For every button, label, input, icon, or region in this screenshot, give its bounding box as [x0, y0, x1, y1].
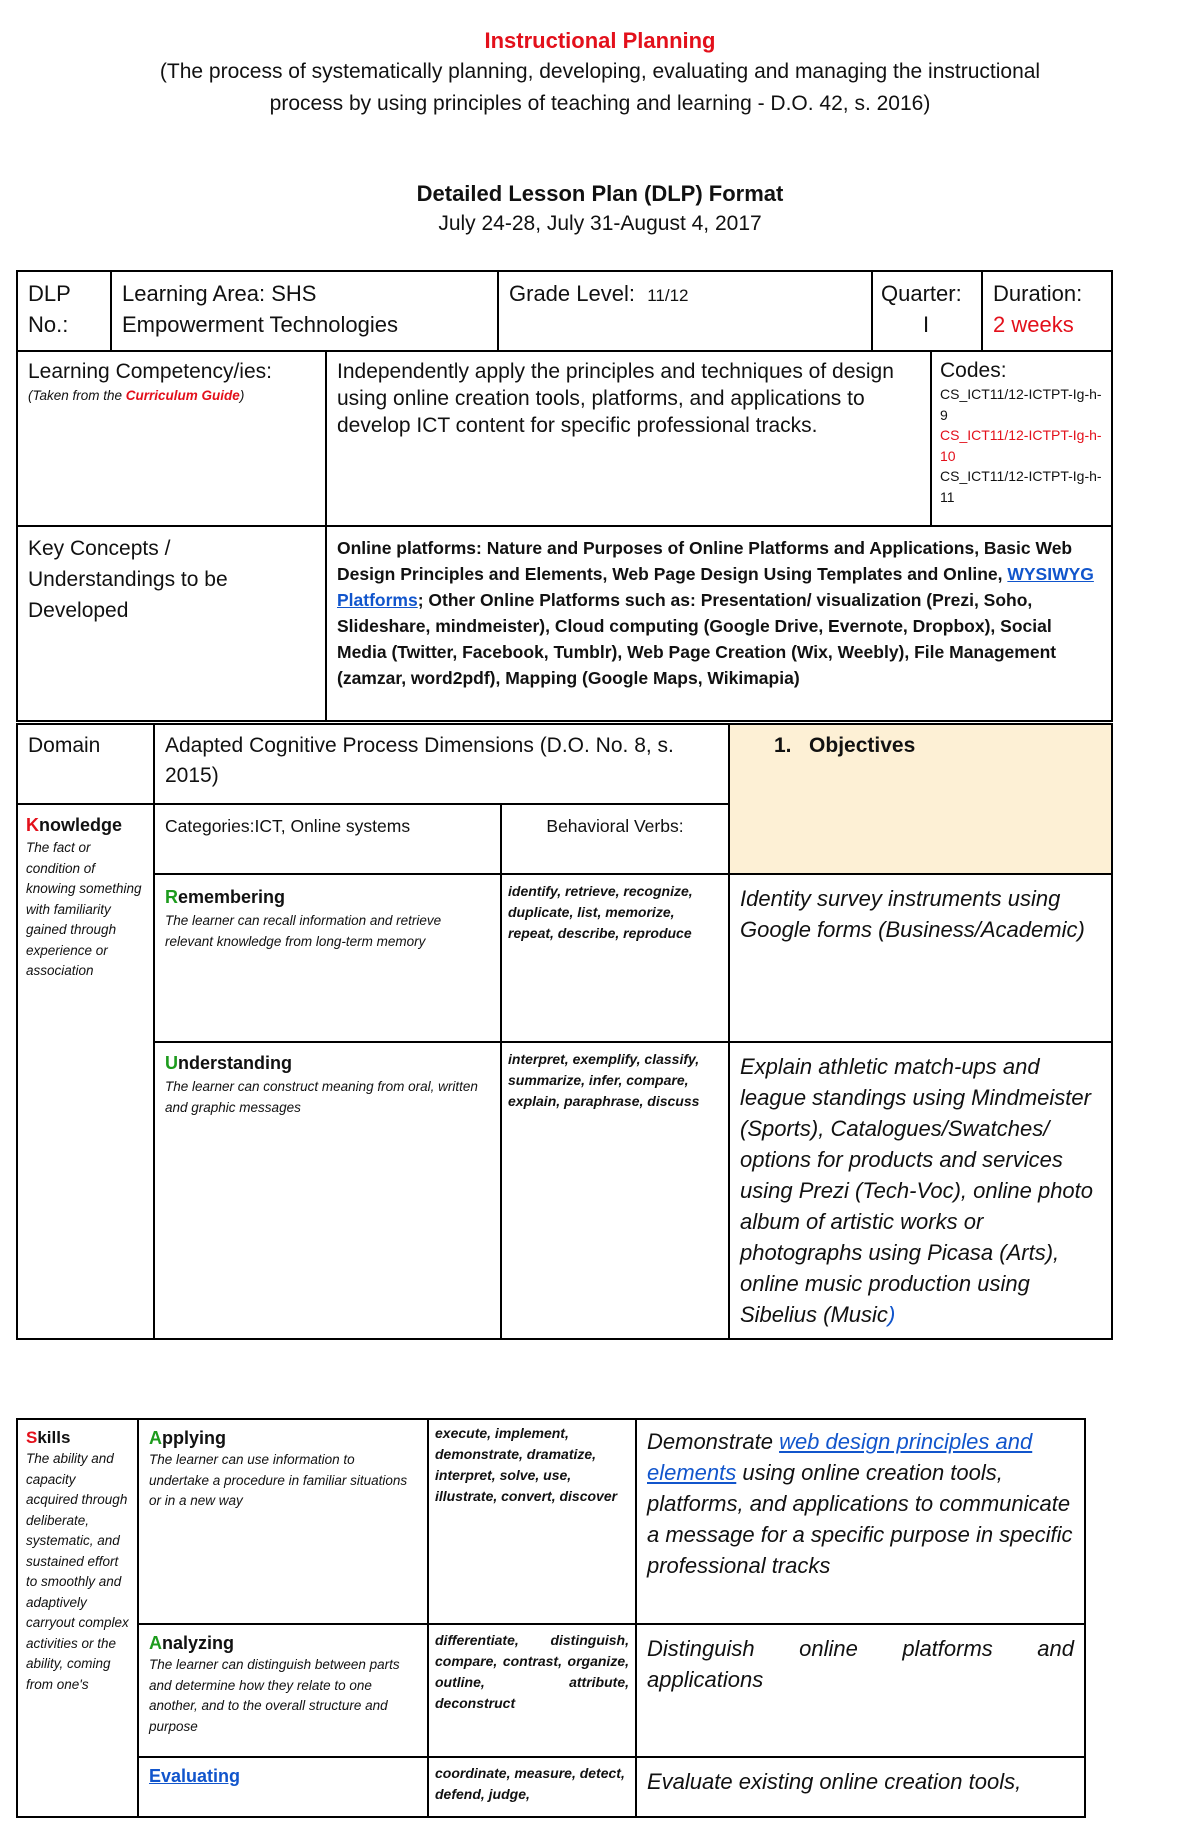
grade-level-label: Grade Level: — [509, 281, 635, 306]
knowledge-desc: The fact or condition of knowing something with familiarity gained through experience or association — [26, 840, 142, 978]
codes-cell — [931, 351, 1112, 526]
analyzing-cell — [138, 1624, 428, 1757]
domain-table — [16, 723, 1111, 1340]
applying-initial: A — [149, 1428, 162, 1448]
skills-domain-cell — [17, 1419, 138, 1817]
duration-cell — [982, 271, 1112, 351]
learning-area-label: Learning Area: SHS — [122, 281, 317, 306]
quarter-cell — [872, 271, 982, 351]
skills-table — [16, 1418, 1084, 1818]
key-concepts-label: Key Concepts / Understandings to be Developed — [17, 526, 326, 721]
applying-desc: The learner can use information to undertake a procedure in familiar situations or in a new way — [149, 1452, 408, 1508]
grade-level-cell — [498, 271, 872, 351]
analyzing-initial: A — [149, 1633, 162, 1653]
knowledge-label: nowledge — [39, 815, 123, 835]
analyzing-objective: Distinguish online platforms and applications — [636, 1624, 1085, 1757]
key-concepts-text — [326, 526, 1112, 721]
grade-level-value: 11/12 — [647, 286, 689, 305]
understanding-objective — [729, 1042, 1112, 1339]
analyzing-label: nalyzing — [162, 1633, 235, 1653]
objectives-label: Objectives — [809, 734, 916, 757]
knowledge-initial: K — [26, 815, 39, 835]
curriculum-guide-label: Curriculum Guide — [125, 388, 240, 403]
domain-grid — [16, 723, 1113, 1340]
quarter-label: Quarter: — [881, 281, 962, 306]
skills-grid — [16, 1418, 1086, 1818]
remembering-verbs: identify, retrieve, recognize, duplicate, list, memorize, repeat, describe, reproduce — [501, 874, 729, 1042]
understanding-verbs: interpret, exemplify, classify, summarize, infer, compare, explain, paraphrase, discuss — [501, 1042, 729, 1339]
objectives-number: 1. — [774, 734, 792, 757]
domain-header: Domain — [17, 724, 154, 804]
format-title: Detailed Lesson Plan (DLP) Format — [416, 181, 784, 206]
key-concepts-part1: Online platforms: Nature and Purposes of Online Platforms and Applications, Basic Web Design Principles and Elements, Web Page Design Using Templates and Online, — [337, 538, 1073, 584]
dlp-number-cell — [17, 271, 111, 351]
dlp-row-info — [16, 270, 1113, 352]
skills-label: kills — [37, 1428, 71, 1447]
analyzing-verbs: differentiate, distinguish, compare, contrast, organize, outline, attribute, deconstruct — [428, 1624, 636, 1757]
competency-text: Independently apply the principles and techniques of design using online creation tools, platforms, and applications to develop ICT content for specific professional tracks. — [326, 351, 931, 526]
duration-value: 2 weeks — [993, 312, 1074, 337]
behavioral-verbs-header: Behavioral Verbs: — [501, 804, 729, 874]
competency-note-prefix: (Taken from the — [28, 388, 126, 403]
evaluating-cell — [138, 1757, 428, 1817]
learning-area-value: Empowerment Technologies — [122, 312, 398, 337]
competency-label: Learning Competency/ies: — [28, 360, 272, 383]
page-subtitle-line1: (The process of systematically planning, developing, evaluating and managing the instructional — [159, 60, 1041, 83]
knowledge-domain-cell — [17, 804, 154, 1339]
code-2: CS_ICT11/12-ICTPT-Ig-h-10 — [940, 427, 1102, 464]
understanding-cell — [154, 1042, 501, 1339]
dlp-row-key-concepts — [16, 525, 1113, 722]
format-dates: July 24-28, July 31-August 4, 2017 — [438, 212, 762, 235]
dlp-number-label: DLP — [28, 281, 71, 306]
applying-objective-pre: Demonstrate — [647, 1429, 780, 1454]
competency-label-cell — [17, 351, 326, 526]
objectives-header — [729, 724, 1112, 874]
dlp-number-label-2: No.: — [28, 312, 69, 337]
applying-label: pplying — [162, 1428, 226, 1448]
web-design-principles-link[interactable]: web design principles and elements — [647, 1429, 1033, 1485]
understanding-initial: U — [165, 1053, 178, 1073]
categories-cell: Categories:ICT, Online systems — [154, 804, 501, 874]
key-concepts-part2: ; Other Online Platforms such as: Presentation/ visualization (Prezi, Soho, Slideshare, mindmeister), Cloud computing (Google Drive, Evernote, Dropbox), Social Media (Twitter, Facebook, Tumblr), Web Page Creation (Wix, Weebly), File Management (zamzar, word2pdf), Mapping (Google Maps, Wikimapia) — [337, 590, 1057, 688]
dimensions-header: Adapted Cognitive Process Dimensions (D.O. No. 8, s. 2015) — [154, 724, 729, 804]
applying-objective-post: using online creation tools, platforms, and applications to communicate a message for a specific purpose in specific professional tracks — [647, 1460, 1073, 1578]
remembering-label: emembering — [178, 887, 286, 907]
skills-desc: The ability and capacity acquired through deliberate, systematic, and sustained effort to smoothly and adaptively carryout complex activities or the ability, coming from one's — [26, 1451, 129, 1692]
code-3: CS_ICT11/12-ICTPT-Ig-h-11 — [940, 468, 1102, 505]
remembering-desc: The learner can recall information and retrieve relevant knowledge from long-term memory — [165, 913, 442, 949]
wysiwyg-platforms-link[interactable]: WYSIWYG Platforms — [337, 564, 1094, 610]
remembering-initial: R — [165, 887, 178, 907]
applying-objective — [636, 1419, 1085, 1624]
codes-label: Codes: — [940, 359, 1007, 382]
evaluating-link[interactable]: Evaluating — [149, 1766, 241, 1786]
remembering-cell — [154, 874, 501, 1042]
competency-note-suffix: ) — [239, 388, 245, 403]
quarter-value: I — [922, 312, 930, 337]
code-1: CS_ICT11/12-ICTPT-Ig-h-9 — [940, 386, 1102, 423]
skills-initial: S — [26, 1428, 38, 1447]
understanding-objective-main: Explain athletic match-ups and league standings using Mindmeister (Sports), Catalogues/Swatches/ options for products and services using Prezi (Tech-Voc), online photo album of artistic works or photographs using Picasa (Arts), online music production using Sibelius (Music — [740, 1054, 1094, 1327]
page-title: Instructional Planning — [484, 28, 716, 53]
remembering-objective: Identity survey instruments using Google forms (Business/Academic) — [729, 874, 1112, 1042]
dlp-table — [16, 270, 1111, 722]
dlp-row-competency — [16, 350, 1113, 527]
evaluating-verbs: coordinate, measure, detect, defend, judge, — [428, 1757, 636, 1817]
applying-cell — [138, 1419, 428, 1624]
duration-label: Duration: — [993, 281, 1083, 306]
learning-area-cell — [111, 271, 498, 351]
competency-note — [28, 388, 315, 403]
understanding-desc: The learner can construct meaning from oral, written and graphic messages — [165, 1079, 478, 1115]
understanding-objective-end: ) — [887, 1302, 896, 1327]
page-subtitle-line2: process by using principles of teaching and learning - D.O. 42, s. 2016) — [269, 92, 931, 115]
understanding-label: nderstanding — [178, 1053, 293, 1073]
analyzing-desc: The learner can distinguish between parts and determine how they relate to one another, and to the overall structure and purpose — [149, 1657, 400, 1734]
applying-verbs: execute, implement, demonstrate, dramatize, interpret, solve, use, illustrate, convert, discover — [428, 1419, 636, 1624]
evaluating-objective: Evaluate existing online creation tools, — [636, 1757, 1085, 1817]
